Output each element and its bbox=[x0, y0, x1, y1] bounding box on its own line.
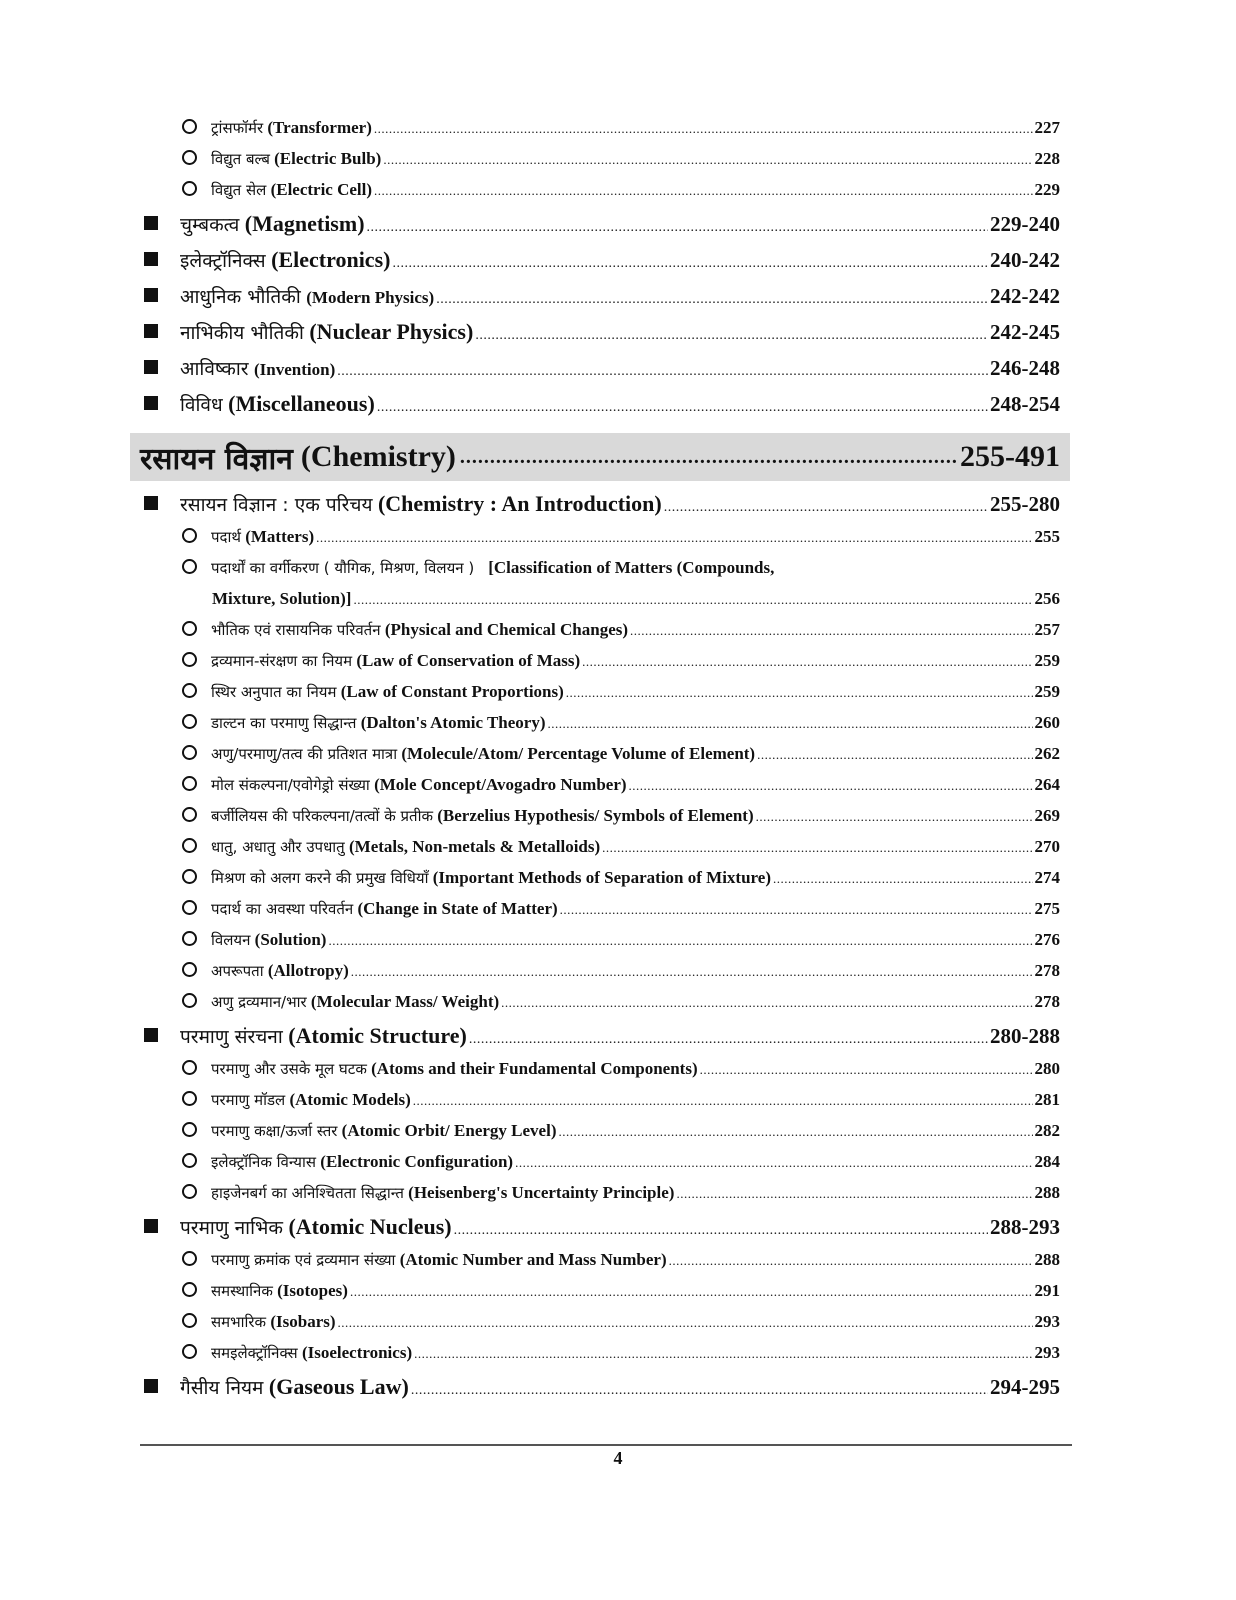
circle-bullet-icon bbox=[182, 559, 197, 574]
section-pages: 255-280 bbox=[990, 492, 1060, 516]
entry-title-english: (Atomic Models) bbox=[289, 1090, 411, 1109]
circle-bullet-icon bbox=[182, 621, 197, 636]
toc-entry[interactable] bbox=[140, 180, 1060, 211]
entry-page: 293 bbox=[1034, 1312, 1060, 1331]
entry-page: 270 bbox=[1034, 837, 1060, 856]
section-title-english: (Gaseous Law) bbox=[268, 1374, 409, 1399]
section-pages: 248-254 bbox=[990, 392, 1060, 416]
square-bullet-icon bbox=[144, 1028, 158, 1042]
dot-leader bbox=[676, 1186, 1032, 1202]
section-title-english: (Miscellaneous) bbox=[228, 391, 375, 416]
section-pages: 288-293 bbox=[990, 1215, 1060, 1239]
entry-title-english-line1: [Classification of Matters (Compounds, bbox=[488, 558, 775, 577]
section-pages: 229-240 bbox=[990, 212, 1060, 236]
entry-title-hindi: विलयन bbox=[211, 931, 251, 949]
toc-entry[interactable] bbox=[140, 806, 1060, 837]
dot-leader bbox=[350, 1284, 1033, 1300]
circle-bullet-icon bbox=[182, 900, 197, 915]
entry-title-hindi: अणु/परमाणु/तत्व की प्रतिशत मात्रा bbox=[211, 745, 398, 763]
circle-bullet-icon bbox=[182, 838, 197, 853]
entry-page: 288 bbox=[1034, 1183, 1060, 1202]
toc-entry[interactable] bbox=[140, 682, 1060, 713]
entry-page: 284 bbox=[1034, 1152, 1060, 1171]
table-of-contents bbox=[140, 118, 1060, 1410]
circle-bullet-icon bbox=[182, 993, 197, 1008]
entry-title-english: (Heisenberg's Uncertainty Principle) bbox=[408, 1183, 675, 1202]
dot-leader bbox=[475, 328, 988, 344]
toc-section[interactable] bbox=[140, 391, 1060, 427]
entry-title-hindi: परमाणु और उसके मूल घटक bbox=[211, 1060, 367, 1078]
dot-leader bbox=[353, 592, 1032, 608]
entry-title-english: (Law of Constant Proportions) bbox=[340, 682, 564, 701]
section-title-hindi: विविध bbox=[180, 394, 223, 416]
dot-leader bbox=[411, 1383, 988, 1399]
chapter-title-english: (Chemistry) bbox=[300, 440, 456, 473]
entry-title-english: (Electronic Configuration) bbox=[320, 1152, 514, 1171]
circle-bullet-icon bbox=[182, 1313, 197, 1328]
entry-title-hindi: भौतिक एवं रासायनिक परिवर्तन bbox=[211, 621, 381, 639]
entry-title-hindi: विद्युत सेल bbox=[211, 181, 267, 199]
circle-bullet-icon bbox=[182, 181, 197, 196]
entry-title-hindi: परमाणु क्रमांक एवं द्रव्यमान संख्या bbox=[211, 1251, 396, 1269]
entry-title-hindi: पदार्थों का वर्गीकरण ( यौगिक, मिश्रण, विलयन ) bbox=[211, 559, 475, 577]
dot-leader bbox=[454, 1223, 988, 1239]
entry-title-hindi: विद्युत बल्ब bbox=[211, 150, 270, 168]
section-title-english: (Nuclear Physics) bbox=[309, 319, 474, 344]
entry-title-english: (Mole Concept/Avogadro Number) bbox=[374, 775, 627, 794]
entry-title-hindi: ट्रांसफॉर्मर bbox=[211, 119, 264, 137]
entry-title-english: (Atomic Orbit/ Energy Level) bbox=[341, 1121, 557, 1140]
entry-title-english: (Isoelectronics) bbox=[301, 1343, 413, 1362]
circle-bullet-icon bbox=[182, 931, 197, 946]
toc-entry-multiline[interactable] bbox=[140, 558, 1060, 620]
dot-leader bbox=[548, 716, 1033, 732]
entry-title-hindi: मिश्रण को अलग करने की प्रमुख विधियाँ bbox=[211, 869, 429, 887]
entry-title-hindi: अपरूपता bbox=[211, 962, 264, 980]
toc-entry[interactable] bbox=[140, 775, 1060, 806]
dot-leader bbox=[337, 364, 988, 380]
dot-leader bbox=[669, 1253, 1033, 1269]
section-title-hindi: परमाणु नाभिक bbox=[180, 1217, 283, 1239]
square-bullet-icon bbox=[144, 216, 158, 230]
toc-section[interactable] bbox=[140, 319, 1060, 355]
dot-leader bbox=[338, 1315, 1033, 1331]
dot-leader bbox=[377, 400, 988, 416]
toc-entry[interactable] bbox=[140, 1090, 1060, 1121]
section-pages: 246-248 bbox=[990, 356, 1060, 380]
toc-entry[interactable] bbox=[140, 1152, 1060, 1183]
circle-bullet-icon bbox=[182, 776, 197, 791]
circle-bullet-icon bbox=[182, 1251, 197, 1266]
entry-title-english: (Molecular Mass/ Weight) bbox=[310, 992, 500, 1011]
entry-page: 228 bbox=[1034, 149, 1060, 168]
dot-leader bbox=[413, 1093, 1033, 1109]
entry-page: 256 bbox=[1034, 589, 1060, 608]
toc-entry[interactable] bbox=[140, 837, 1060, 868]
entry-title-hindi: पदार्थ का अवस्था परिवर्तन bbox=[211, 900, 354, 918]
entry-title-english: (Transformer) bbox=[267, 118, 372, 137]
dot-leader bbox=[328, 933, 1032, 949]
dot-leader bbox=[392, 256, 988, 272]
section-title-english: (Magnetism) bbox=[244, 211, 365, 236]
dot-leader bbox=[367, 220, 988, 236]
dot-leader bbox=[757, 747, 1032, 763]
dot-leader bbox=[414, 1346, 1032, 1362]
chapter-title-hindi: रसायन विज्ञान bbox=[140, 441, 293, 477]
toc-entry[interactable] bbox=[140, 651, 1060, 682]
section-title-hindi: रसायन विज्ञान : एक परिचय bbox=[180, 494, 373, 516]
toc-section[interactable] bbox=[140, 247, 1060, 283]
section-pages: 240-242 bbox=[990, 248, 1060, 272]
toc-entry[interactable] bbox=[140, 118, 1060, 149]
square-bullet-icon bbox=[144, 1379, 158, 1393]
entry-page: 276 bbox=[1034, 930, 1060, 949]
section-title-hindi: नाभिकीय भौतिकी bbox=[180, 322, 304, 344]
entry-title-english: (Solution) bbox=[254, 930, 327, 949]
dot-leader bbox=[558, 1124, 1032, 1140]
entry-title-english: (Dalton's Atomic Theory) bbox=[360, 713, 546, 732]
toc-entry[interactable] bbox=[140, 1281, 1060, 1312]
toc-entry[interactable] bbox=[140, 1312, 1060, 1343]
entry-title-hindi: इलेक्ट्रॉनिक विन्यास bbox=[211, 1153, 317, 1171]
circle-bullet-icon bbox=[182, 714, 197, 729]
dot-leader bbox=[664, 500, 988, 516]
toc-section[interactable] bbox=[140, 1214, 1060, 1250]
circle-bullet-icon bbox=[182, 1091, 197, 1106]
square-bullet-icon bbox=[144, 396, 158, 410]
square-bullet-icon bbox=[144, 252, 158, 266]
toc-entry[interactable] bbox=[140, 961, 1060, 992]
circle-bullet-icon bbox=[182, 807, 197, 822]
entry-page: 293 bbox=[1034, 1343, 1060, 1362]
entry-title-hindi: मोल संकल्पना/एवोगेड्रो संख्या bbox=[211, 776, 370, 794]
entry-title-hindi: समभारिक bbox=[211, 1313, 267, 1331]
toc-entry[interactable] bbox=[140, 713, 1060, 744]
section-pages: 280-288 bbox=[990, 1024, 1060, 1048]
section-title-english: (Invention) bbox=[254, 360, 336, 379]
circle-bullet-icon bbox=[182, 1184, 197, 1199]
entry-title-hindi: परमाणु मॉडल bbox=[211, 1091, 286, 1109]
dot-leader bbox=[700, 1062, 1033, 1078]
entry-title-english: (Isotopes) bbox=[277, 1281, 348, 1300]
dot-leader bbox=[374, 121, 1033, 137]
entry-page: 274 bbox=[1034, 868, 1060, 887]
circle-bullet-icon bbox=[182, 1282, 197, 1297]
dot-leader bbox=[374, 183, 1032, 199]
section-pages: 294-295 bbox=[990, 1375, 1060, 1399]
section-title-english: (Modern Physics) bbox=[306, 288, 435, 307]
dot-leader bbox=[501, 995, 1032, 1011]
dot-leader bbox=[436, 292, 988, 308]
entry-title-english: (Atomic Number and Mass Number) bbox=[399, 1250, 667, 1269]
circle-bullet-icon bbox=[182, 962, 197, 977]
dot-leader bbox=[515, 1155, 1032, 1171]
dot-leader bbox=[582, 654, 1032, 670]
section-pages: 242-245 bbox=[990, 320, 1060, 344]
entry-title-english: (Allotropy) bbox=[267, 961, 349, 980]
toc-entry[interactable] bbox=[140, 1343, 1060, 1374]
entry-title-english: (Electric Cell) bbox=[270, 180, 373, 199]
entry-title-hindi: डाल्टन का परमाणु सिद्धान्त bbox=[211, 714, 357, 732]
entry-page: 229 bbox=[1034, 180, 1060, 199]
section-title-english: (Atomic Structure) bbox=[288, 1023, 467, 1048]
toc-entry[interactable] bbox=[140, 149, 1060, 180]
toc-entry[interactable] bbox=[140, 527, 1060, 558]
section-title-english: (Electronics) bbox=[271, 247, 391, 272]
entry-page: 259 bbox=[1034, 682, 1060, 701]
entry-title-english: (Isobars) bbox=[270, 1312, 336, 1331]
entry-title-hindi: बर्जीलियस की परिकल्पना/तत्वों के प्रतीक bbox=[211, 807, 433, 825]
entry-title-hindi: समइलेक्ट्रॉनिक्स bbox=[211, 1344, 298, 1362]
circle-bullet-icon bbox=[182, 119, 197, 134]
circle-bullet-icon bbox=[182, 745, 197, 760]
dot-leader bbox=[629, 778, 1033, 794]
dot-leader bbox=[756, 809, 1033, 825]
entry-title-hindi: धातु, अधातु और उपधातु bbox=[211, 838, 345, 856]
circle-bullet-icon bbox=[182, 1344, 197, 1359]
entry-page: 269 bbox=[1034, 806, 1060, 825]
entry-title-english: (Berzelius Hypothesis/ Symbols of Element) bbox=[437, 806, 754, 825]
toc-entry[interactable] bbox=[140, 1183, 1060, 1214]
toc-section[interactable] bbox=[140, 283, 1060, 319]
section-pages: 242-242 bbox=[990, 284, 1060, 308]
entry-page: 259 bbox=[1034, 651, 1060, 670]
toc-section[interactable] bbox=[140, 355, 1060, 391]
entry-title-hindi: पदार्थ bbox=[211, 528, 241, 546]
toc-entry[interactable] bbox=[140, 1121, 1060, 1152]
toc-section[interactable] bbox=[140, 1023, 1060, 1059]
entry-title-hindi: परमाणु कक्षा/ऊर्जा स्तर bbox=[211, 1122, 338, 1140]
section-title-english: (Chemistry : An Introduction) bbox=[377, 491, 662, 516]
entry-title-english: (Atoms and their Fundamental Components) bbox=[371, 1059, 698, 1078]
dot-leader bbox=[773, 871, 1033, 887]
section-title-english: (Atomic Nucleus) bbox=[288, 1214, 452, 1239]
section-title-hindi: चुम्बकत्व bbox=[180, 214, 240, 236]
entry-page: 264 bbox=[1034, 775, 1060, 794]
dot-leader bbox=[566, 685, 1033, 701]
entry-page: 255 bbox=[1034, 527, 1060, 546]
footer-divider bbox=[140, 1444, 1072, 1446]
square-bullet-icon bbox=[144, 496, 158, 510]
entry-page: 262 bbox=[1034, 744, 1060, 763]
dot-leader bbox=[316, 530, 1032, 546]
section-title-hindi: परमाणु संरचना bbox=[180, 1026, 283, 1048]
section-title-hindi: इलेक्ट्रॉनिक्स bbox=[180, 250, 266, 272]
toc-section[interactable] bbox=[140, 211, 1060, 247]
circle-bullet-icon bbox=[182, 683, 197, 698]
toc-section[interactable] bbox=[140, 1374, 1060, 1410]
dot-leader bbox=[602, 840, 1032, 856]
entry-title-hindi: हाइजेनबर्ग का अनिश्चितता सिद्धान्त bbox=[211, 1184, 404, 1202]
entry-title-english: (Physical and Chemical Changes) bbox=[384, 620, 629, 639]
entry-page: 291 bbox=[1034, 1281, 1060, 1300]
circle-bullet-icon bbox=[182, 1122, 197, 1137]
chapter-pages: 255-491 bbox=[960, 440, 1060, 473]
toc-entry[interactable] bbox=[140, 744, 1060, 775]
entry-page: 282 bbox=[1034, 1121, 1060, 1140]
circle-bullet-icon bbox=[182, 1153, 197, 1168]
circle-bullet-icon bbox=[182, 652, 197, 667]
page-number: 4 bbox=[613, 1448, 623, 1468]
toc-entry[interactable] bbox=[140, 1059, 1060, 1090]
dot-leader bbox=[383, 152, 1032, 168]
toc-entry[interactable] bbox=[140, 992, 1060, 1023]
circle-bullet-icon bbox=[182, 869, 197, 884]
toc-entry[interactable] bbox=[140, 930, 1060, 961]
toc-entry[interactable] bbox=[140, 899, 1060, 930]
entry-title-hindi: द्रव्यमान-संरक्षण का नियम bbox=[211, 652, 353, 670]
entry-page: 278 bbox=[1034, 961, 1060, 980]
entry-title-english: (Law of Conservation of Mass) bbox=[356, 651, 581, 670]
section-title-hindi: आविष्कार bbox=[180, 358, 249, 380]
entry-title-hindi: अणु द्रव्यमान/भार bbox=[211, 993, 307, 1011]
toc-entry[interactable] bbox=[140, 868, 1060, 899]
entry-title-english: (Matters) bbox=[245, 527, 315, 546]
dot-leader bbox=[560, 902, 1033, 918]
entry-title-english-line2: Mixture, Solution)] bbox=[212, 589, 352, 608]
square-bullet-icon bbox=[144, 324, 158, 338]
entry-title-english: (Important Methods of Separation of Mixture) bbox=[432, 868, 771, 887]
entry-title-english: (Electric Bulb) bbox=[274, 149, 382, 168]
circle-bullet-icon bbox=[182, 528, 197, 543]
entry-title-english: (Metals, Non-metals & Metalloids) bbox=[348, 837, 601, 856]
entry-page: 278 bbox=[1034, 992, 1060, 1011]
section-title-hindi: आधुनिक भौतिकी bbox=[180, 286, 301, 308]
section-title-hindi: गैसीय नियम bbox=[180, 1377, 264, 1399]
dot-leader bbox=[469, 1032, 988, 1048]
entry-page: 280 bbox=[1034, 1059, 1060, 1078]
dot-leader bbox=[460, 446, 956, 469]
square-bullet-icon bbox=[144, 1219, 158, 1233]
entry-page: 275 bbox=[1034, 899, 1060, 918]
circle-bullet-icon bbox=[182, 150, 197, 165]
entry-page: 257 bbox=[1034, 620, 1060, 639]
square-bullet-icon bbox=[144, 360, 158, 374]
entry-page: 281 bbox=[1034, 1090, 1060, 1109]
entry-title-hindi: समस्थानिक bbox=[211, 1282, 273, 1300]
entry-page: 260 bbox=[1034, 713, 1060, 732]
toc-entry[interactable] bbox=[140, 620, 1060, 651]
square-bullet-icon bbox=[144, 288, 158, 302]
circle-bullet-icon bbox=[182, 1060, 197, 1075]
entry-page: 288 bbox=[1034, 1250, 1060, 1269]
entry-title-hindi: स्थिर अनुपात का नियम bbox=[211, 683, 337, 701]
entry-title-english: (Molecule/Atom/ Percentage Volume of Element) bbox=[401, 744, 756, 763]
toc-entry[interactable] bbox=[140, 1250, 1060, 1281]
dot-leader bbox=[351, 964, 1033, 980]
entry-page: 227 bbox=[1034, 118, 1060, 137]
entry-title-english: (Change in State of Matter) bbox=[357, 899, 558, 918]
chapter-heading[interactable] bbox=[130, 433, 1070, 481]
toc-section[interactable] bbox=[140, 491, 1060, 527]
dot-leader bbox=[630, 623, 1032, 639]
